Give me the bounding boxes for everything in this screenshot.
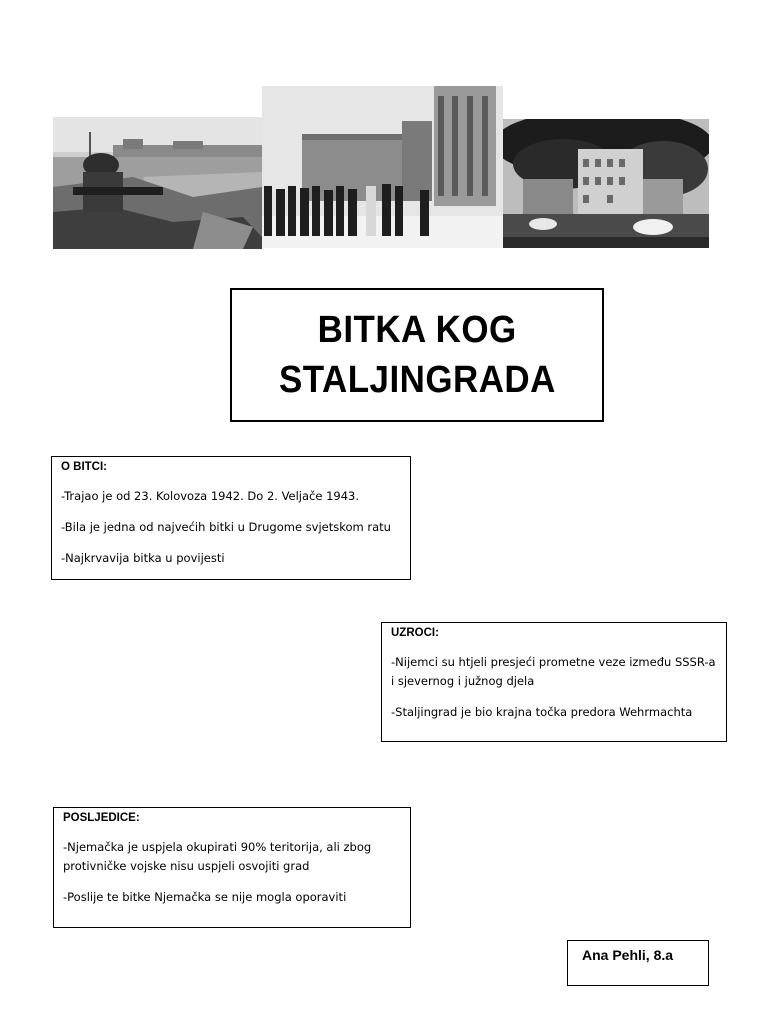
about-item-2: -Bila je jedna od najvećih bitki u Drugome svjetskom ratu <box>61 520 391 534</box>
about-battle-section <box>51 456 411 580</box>
grain-elevator-prisoners-photo <box>262 86 503 248</box>
effects-section <box>53 807 411 928</box>
about-battle-heading: O BITCI: <box>61 461 107 473</box>
soldier-in-ruins-photo <box>53 117 262 249</box>
about-item-1: -Trajao je od 23. Kolovoza 1942. Do 2. Veljače 1943. <box>61 489 360 503</box>
page-title-line-1: BITKA KOG <box>317 309 517 351</box>
page-title-line-2: STALJINGRADA <box>278 359 556 401</box>
title-box <box>230 288 604 422</box>
author-label: Ana Pehli, 8.a <box>567 940 709 986</box>
about-item-3: -Najkrvavija bitka u povijesti <box>61 551 225 565</box>
causes-heading: UZROCI: <box>391 627 439 639</box>
effects-heading: POSLJEDICE: <box>63 812 140 824</box>
causes-item-2: -Staljingrad je bio krajna točka predora Wehrmachta <box>391 705 693 719</box>
effects-item-2: -Poslije te bitke Njemačka se nije mogla oporaviti <box>63 890 347 904</box>
effects-item-1: -Njemačka je uspjela okupirati 90% teritorija, ali zbog protivničke vojske nisu uspjeli osvojiti grad <box>63 840 372 873</box>
causes-item-1: -Nijemci su htjeli presjeći prometne veze između SSSR-a i sjevernog i južnog djela <box>391 655 716 688</box>
causes-section <box>381 622 727 742</box>
burning-city-photo <box>503 119 709 248</box>
